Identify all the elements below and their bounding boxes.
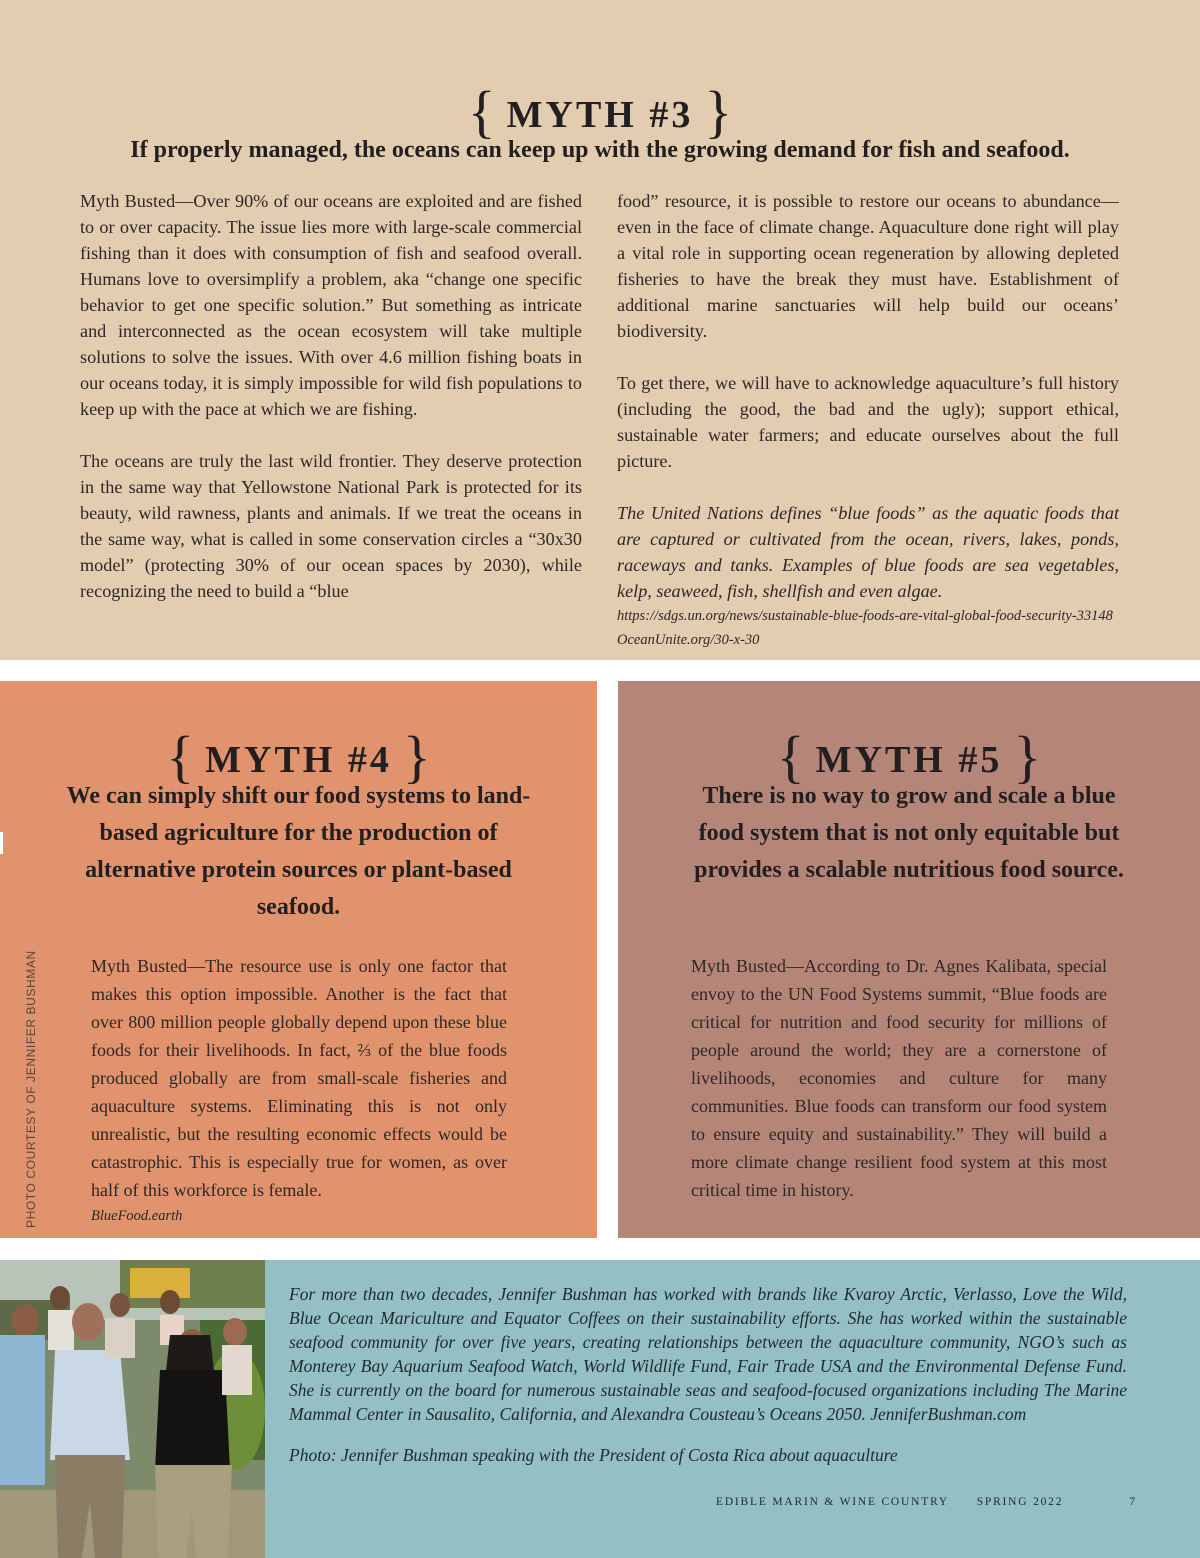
myth-3-title [0, 78, 1200, 145]
myth-3-right-column [617, 188, 1119, 652]
open-brace: { [166, 724, 195, 789]
reference-link-oceanunite[interactable]: OceanUnite.org/30-x-30 [617, 632, 760, 648]
open-brace: { [776, 724, 805, 789]
publication-name: EDIBLE MARIN & WINE COUNTRY [716, 1496, 950, 1508]
divider-mark [0, 832, 3, 854]
author-photo-image [0, 1260, 265, 1558]
myth-3-section [0, 0, 1200, 660]
myth-4-box [0, 681, 597, 1238]
issue-season: SPRING 2022 [976, 1496, 1064, 1508]
reference-link-un[interactable]: https://sdgs.un.org/news/sustainable-blue-foods-are-vital-global-food-security-33148 [617, 608, 1113, 624]
myth-3-paragraph-4: To get there, we will have to acknowledge aquaculture’s full history (including the good, the bad and the ugly); support ethical, sustainable water farmers; and educate ourselves about the full picture. [617, 373, 1119, 471]
close-brace: } [704, 79, 733, 144]
myth-3-left-column [80, 188, 582, 630]
close-brace: } [402, 724, 431, 789]
myth-5-box [618, 681, 1200, 1238]
blue-foods-definition: The United Nations defines “blue foods” as the aquatic foods that are captured or cultivated from the ocean, rivers, lakes, ponds, raceways and tanks. Examples of blue foods are sea vegetables, kelp, seaweed, fish, shellfish and even algae. [617, 503, 1119, 601]
myth-3-title-text: MYTH #3 [506, 94, 694, 136]
myth-4-title-text: MYTH #4 [205, 739, 392, 781]
myth-3-paragraph-2: The oceans are truly the last wild frontier. They deserve protection in the same way that Yellowstone National Park is protected for its beauty, wild rawness, plants and animals. If we treat the oceans in the same way, what is called in some conservation circles a “30x30 model” (protecting 30% of our ocean spaces by 2030), while recognizing the need to build a “blue [80, 451, 582, 601]
myth-3-paragraph-3: food” resource, it is possible to restore our oceans to abundance—even in the face of climate change. Aquaculture done right will play a vital role in supporting ocean regeneration by allowing depleted fisheries to have the break they must have. Establishment of additional marine sanctuaries will help build our oceans’ biodiversity. [617, 191, 1119, 341]
open-brace: { [467, 79, 496, 144]
myth-5-paragraph: Myth Busted—According to Dr. Agnes Kalibata, special envoy to the UN Food Systems summit, “Blue foods are critical for nutrition and food security for millions of people around the world; they are a cornerstone of livelihoods, economies and culture for many communities. Blue foods can transform our food system to ensure equity and sustainability.” They will build a more climate change resilient food system at this most critical time in history. [691, 956, 1107, 1200]
myth-5-title-text: MYTH #5 [815, 739, 1003, 781]
page-footer [716, 1496, 1137, 1508]
myth-3-paragraph-1: Myth Busted—Over 90% of our oceans are exploited and are fished to or over capacity. The issue lies more with large-scale commercial fishing than it does with consumption of fish and seafood overall. Humans love to oversimplify a problem, aka “change one specific behavior to get one specific solution.” But something as intricate and interconnected as the ocean ecosystem will take multiple solutions to solve the issues. With over 4.6 million fishing boats in our oceans today, it is simply impossible for wild fish populations to keep up with the pace at which we are fishing. [80, 191, 582, 419]
myth-5-body [691, 952, 1107, 1204]
page-number: 7 [1129, 1496, 1137, 1508]
author-photo [0, 1260, 265, 1558]
reference-link-bluefood[interactable]: BlueFood.earth [91, 1208, 183, 1224]
myth-5-subtitle: There is no way to grow and scale a blue food system that is not only equitable but provides a scalable nutritious food source. [694, 783, 1124, 883]
photo-credit: PHOTO COURTESY OF JENNIFER BUSHMAN [24, 950, 38, 1228]
close-brace: } [1013, 724, 1042, 789]
myth-3-subtitle: If properly managed, the oceans can keep up with the growing demand for fish and seafood. [130, 137, 1070, 163]
photo-caption: Photo: Jennifer Bushman speaking with the President of Costa Rica about aquaculture [289, 1445, 898, 1465]
myth-4-body [91, 952, 507, 1228]
author-bio: For more than two decades, Jennifer Bushman has worked with brands like Kvaroy Arctic, Verlasso, Love the Wild, Blue Ocean Mariculture and Equator Coffees on their sustainability efforts. She has worked within the sustainable seafood community for over five years, creating relationships between the aquaculture community, NGO’s such as Monterey Bay Aquarium Seafood Watch, World Wildlife Fund, Fair Trade USA and the Environmental Defense Fund. She is currently on the board for numerous sustainable seas and seafood-focused organizations including The Marine Mammal Center in Sausalito, California, and Alexandra Cousteau’s Oceans 2050. JenniferBushman.com [289, 1284, 1127, 1424]
myth-4-subtitle: We can simply shift our food systems to land-based agriculture for the production of alternative protein sources or plant-based seafood. [66, 783, 531, 920]
myth-4-paragraph: Myth Busted—The resource use is only one factor that makes this option impossible. Another is the fact that over 800 million people globally depend upon these blue foods for their livelihoods. In fact, ⅔ of the blue foods produced globally are from small-scale fisheries and aquaculture systems. Eliminating this is not only unrealistic, but the resulting economic effects would be catastrophic. This is especially true for women, as over half of this workforce is female. [91, 956, 507, 1200]
author-bio-section [0, 1260, 1200, 1558]
